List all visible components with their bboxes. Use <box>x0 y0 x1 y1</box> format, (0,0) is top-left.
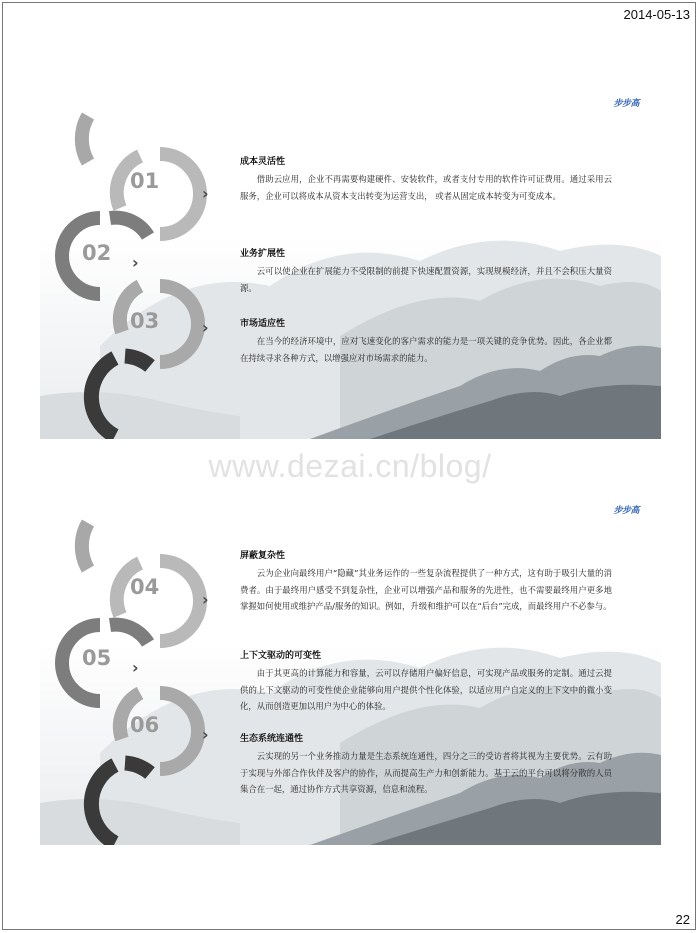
ring-number: 06 <box>130 713 160 737</box>
section-title: 生态系统连通性 <box>240 734 304 744</box>
ring-number: 04 <box>130 575 160 599</box>
brand-logo: 步步高 <box>613 506 639 516</box>
page-number: 22 <box>675 912 690 927</box>
section <box>240 548 612 615</box>
ring-06 <box>160 693 198 769</box>
brand-logo: 步步高 <box>613 99 639 109</box>
chevron-right-icon: › <box>202 318 209 337</box>
section-title: 市场适应性 <box>240 319 286 329</box>
chevron-right-icon: › <box>132 253 139 272</box>
ring-number: 05 <box>82 646 112 670</box>
section-body: 云实现的另一个业务推动力量是生态系统连通性，四分之三的受访者将其视为主要优势。云有助于实现与外部合作伙伴及客户的协作，从而提高生产力和创新能力。基于云的平台可以将分散的人员集合在一起，通过协作方式共享资源，信息和流程。 <box>240 751 612 794</box>
watermark: www.dezai.cn/blog/ <box>208 448 492 484</box>
section <box>240 731 612 798</box>
chevron-right-icon: › <box>202 184 209 203</box>
slide-1 <box>40 86 661 439</box>
section <box>240 154 612 204</box>
section-title: 屏蔽复杂性 <box>240 551 286 561</box>
section-title: 上下文驱动的可变性 <box>240 651 322 661</box>
slide-2 <box>40 493 661 845</box>
section <box>240 648 612 715</box>
ring-black <box>91 765 115 843</box>
ring-black <box>91 358 115 436</box>
section-title: 业务扩展性 <box>240 249 286 259</box>
section <box>240 246 612 296</box>
ring-01 <box>160 154 200 234</box>
section-body: 云可以使企业在扩展能力不受限制的前提下快速配置资源，实现规模经济，并且不会积压大量资源。 <box>240 266 612 293</box>
ring-number: 02 <box>82 241 112 265</box>
chevron-right-icon: › <box>202 590 209 609</box>
section-title: 成本灵活性 <box>240 157 286 167</box>
section-body: 借助云应用，企业不再需要构建硬件、安装软件，或者支付专用的软件许可证费用。通过采用云服务，企业可以将成本从资本支出转变为运营支出， 或者从固定成本转变为可变成本。 <box>240 174 612 201</box>
ring-number: 01 <box>130 169 160 193</box>
ring-03 <box>160 286 198 362</box>
section <box>240 316 612 366</box>
page-date: 2014-05-13 <box>623 7 690 22</box>
ring-number: 03 <box>130 309 160 333</box>
ring-chain <box>40 493 240 845</box>
chevron-right-icon: › <box>132 658 139 677</box>
ring-04 <box>160 561 200 641</box>
chevron-right-icon: › <box>202 725 209 744</box>
section-body: 由于其更高的计算能力和容量，云可以存储用户偏好信息，可实现产品或服务的定制。通过云提供的上下文驱动的可变性使企业能够向用户提供个性化体验，以适应用户自定义的上下文中的微小变化，从而创造更加以用户为中心的体验。 <box>240 668 612 711</box>
section-body: 云为企业向最终用户“隐藏”其业务运作的一些复杂流程提供了一种方式，这有助于吸引大量的消费者。由于最终用户感受不到复杂性，企业可以增强产品和服务的先进性，也不需要最终用户更多地掌握如何使用或维护产品/服务的知识。例如，升级和维护可以在“后台”完成，而最终用户不必参与。 <box>240 568 612 611</box>
section-body: 在当今的经济环境中，应对飞速变化的客户需求的能力是一项关键的竞争优势。因此，各企业都在持续寻求各种方式，以增强应对市场需求的能力。 <box>240 336 612 363</box>
ring-chain <box>40 86 240 439</box>
